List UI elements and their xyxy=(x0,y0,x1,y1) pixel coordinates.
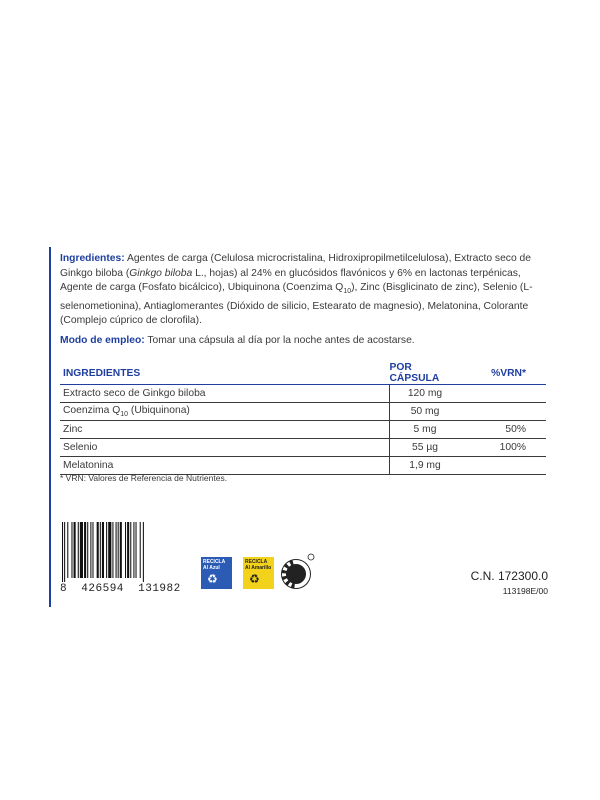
ingredients-italic: Ginkgo biloba xyxy=(129,267,193,279)
barcode-bar xyxy=(97,522,99,578)
header-vrn: %VRN* xyxy=(457,362,546,385)
ingredients-text-1: Agentes de carga (Celulosa microcristalina, Hidroxipropilmetilcelulosa), Extracto seco de Ginkgo biloba ( xyxy=(60,253,531,279)
table-row xyxy=(60,439,546,457)
row-name-sub: 10 xyxy=(120,411,129,419)
barcode-bar xyxy=(90,522,91,578)
bin-icon: ♻ xyxy=(249,572,260,586)
table-row xyxy=(60,403,546,421)
ingredients-label: Ingredientes: xyxy=(60,253,125,264)
barcode-bar xyxy=(74,522,76,578)
barcode-bar xyxy=(100,522,101,578)
barcode-bar xyxy=(127,522,129,578)
barcode xyxy=(60,522,184,582)
usage-text: Tomar una cápsula al día por la noche antes de acostarse. xyxy=(144,335,415,347)
barcode-bar xyxy=(102,522,104,578)
row-vrn xyxy=(457,457,546,475)
barcode-bar xyxy=(116,522,117,578)
row-name: Selenio xyxy=(60,439,390,457)
barcode-bar xyxy=(80,522,83,578)
barcode-bar xyxy=(143,522,144,582)
row-vrn: 50% xyxy=(505,424,526,435)
green-dot-icon xyxy=(280,552,316,592)
barcode-bar xyxy=(62,522,63,582)
barcode-bar xyxy=(112,522,113,578)
barcode-bar xyxy=(92,522,93,578)
barcode-bar xyxy=(136,522,137,578)
barcode-bar xyxy=(64,522,65,582)
row-vrn: 100% xyxy=(499,442,526,453)
label-text xyxy=(60,252,550,349)
table-row xyxy=(60,457,546,475)
row-vrn xyxy=(457,403,546,421)
table-row xyxy=(60,421,546,439)
barcode-digits: 8 426594 131982 xyxy=(60,583,181,595)
row-name-a: Coenzima Q xyxy=(63,404,121,416)
barcode-bar xyxy=(125,522,126,578)
footnote: * VRN: Valores de Referencia de Nutrientes. xyxy=(60,473,228,483)
row-amount: 55 µg xyxy=(412,442,438,453)
row-amount: 120 mg xyxy=(407,388,443,399)
usage-paragraph xyxy=(60,334,550,349)
header-por-capsula: POR CÁPSULA xyxy=(390,362,458,385)
row-name: Zinc xyxy=(60,421,390,439)
barcode-bar xyxy=(108,522,111,578)
recycle-blue-text: RECICLA Al Azul xyxy=(203,559,226,571)
table-header-row xyxy=(60,362,546,385)
barcode-bar xyxy=(71,522,72,578)
barcode-bar xyxy=(106,522,107,578)
row-name: Extracto seco de Ginkgo biloba xyxy=(60,385,390,403)
accent-bar xyxy=(49,247,51,607)
barcode-bar xyxy=(140,522,141,578)
row-name: Melatonina xyxy=(60,457,390,475)
ingredients-paragraph xyxy=(60,252,550,329)
barcode-bar xyxy=(84,522,86,578)
barcode-bar xyxy=(78,522,79,578)
product-code: 113198E/00 xyxy=(502,586,548,596)
ingredients-subscript: 10 xyxy=(343,288,352,296)
barcode-bar xyxy=(130,522,131,578)
barcode-bar xyxy=(120,522,122,578)
header-ingredientes: INGREDIENTES xyxy=(60,362,390,385)
nutrition-table xyxy=(60,362,546,475)
recycle-yellow-icon xyxy=(243,557,274,589)
row-amount: 50 mg xyxy=(410,406,440,417)
ingredients-text-2: L., hojas) al 24% en glucósidos flavónicos y 6% en lactonas terpénicas, Agente de carga (Fosfato bicálcico), Ubiquinona (Coenzima Q xyxy=(60,267,521,294)
row-name xyxy=(60,403,390,421)
cn-code: C.N. 172300.0 xyxy=(470,569,548,583)
barcode-bar xyxy=(67,522,68,578)
table-row xyxy=(60,385,546,403)
barcode-bar xyxy=(118,522,119,578)
recycle-yellow-text: RECICLA Al Amarillo xyxy=(245,559,272,571)
ingredients-text-3: ), Zinc (Bisglicinato de zinc), Selenio (L-selenometionina), Antiaglomerantes (Dióxido de silicio, Estearato de magnesio), Melatonina, Colorante (Complejo cúprico de clorofila). xyxy=(60,282,533,327)
row-vrn xyxy=(457,385,546,403)
barcode-bar xyxy=(87,522,88,578)
usage-label: Modo de empleo: xyxy=(60,335,145,347)
row-amount: 1,9 mg xyxy=(409,460,441,471)
barcode-bar xyxy=(133,522,134,578)
row-name-b: (Ubiquinona) xyxy=(128,404,190,416)
recycle-blue-icon xyxy=(201,557,232,589)
bin-icon: ♻ xyxy=(207,572,218,586)
row-amount: 5 mg xyxy=(413,424,437,435)
